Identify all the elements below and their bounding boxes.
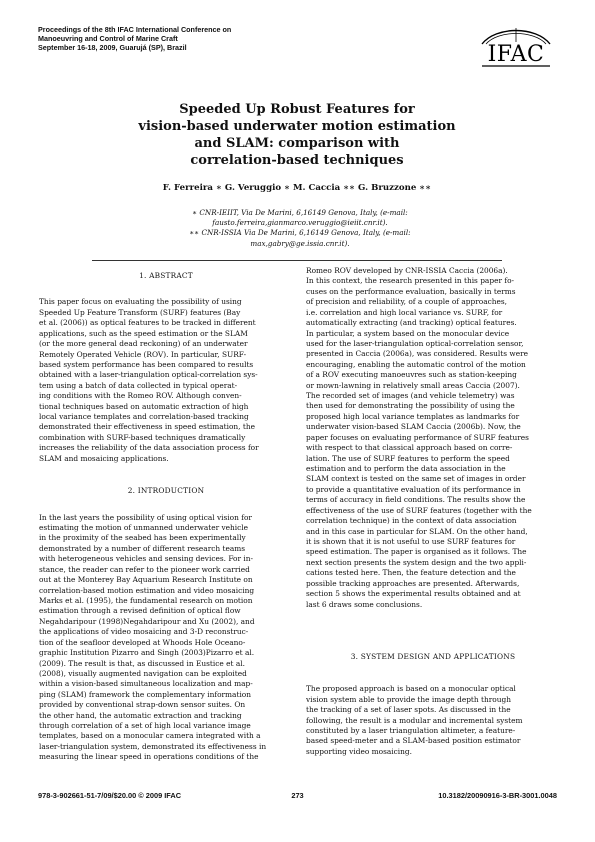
text-line: SLAM context is tested on the same set of images in order xyxy=(306,474,526,484)
text-line: speed estimation. The paper is organised as it follows. The xyxy=(306,547,527,557)
text-line: then used for demonstrating the possibility of using the xyxy=(306,401,515,411)
affiliation-line-1: ∗ CNR-IEIIT, Via De Marini, 6,16149 Genova, Italy, (e-mail: xyxy=(192,208,408,217)
section-3-body xyxy=(306,684,560,757)
text-line: presented in Caccia (2006a), was considered. Results were xyxy=(306,349,528,359)
text-line: et al. (2006)) as optical features to be tracked in different xyxy=(39,318,256,328)
text-line: cations tested here. Then, the feature detection and the xyxy=(306,568,516,578)
text-line: with respect to that classical approach based on corre- xyxy=(306,443,513,453)
title-line-1: Speeded Up Robust Features for xyxy=(179,102,415,117)
introduction-heading: 2. INTRODUCTION xyxy=(127,486,205,496)
text-line: based speed-meter and a SLAM-based position estimator xyxy=(306,736,521,746)
affiliations xyxy=(170,208,430,249)
left-column xyxy=(39,271,293,763)
text-line: Speeded Up Feature Transform (SURF) features (Bay xyxy=(39,307,241,317)
abstract-heading: 1. ABSTRACT xyxy=(139,271,193,280)
text-line: (2009). The result is that, as discussed in Eustice et al. xyxy=(39,658,245,668)
introduction-continued-body xyxy=(306,266,560,610)
text-line: it is shown that it is not useful to use SURF features for xyxy=(306,536,516,546)
text-line: of precision and reliability, of a couple of approaches, xyxy=(306,297,508,307)
text-line: terms of accuracy in field conditions. The results show the xyxy=(306,495,526,505)
title-line-4: correlation-based techniques xyxy=(190,153,404,168)
title-line-3: and SLAM: comparison with xyxy=(194,136,400,151)
text-line: vision system able to provide the image depth through xyxy=(306,694,511,704)
introduction-body xyxy=(39,513,293,763)
text-line: used for the laser-triangulation optical-correlation sensor, xyxy=(306,338,524,348)
text-line: encouraging, enabling the automatic control of the motion xyxy=(306,359,526,369)
text-line: ing conditions with the Romeo ROV. Although conven- xyxy=(39,391,242,401)
footer-doi: 10.3182/20090916-3-BR-3001.0048 xyxy=(438,791,557,800)
text-line: with heterogeneous vehicles and sensing devices. For in- xyxy=(39,554,254,564)
conference-header xyxy=(38,25,338,52)
text-line: templates, based on a monocular camera integrated with a xyxy=(39,731,261,741)
text-line: the applications of video mosaicing and 3-D reconstruc- xyxy=(39,627,249,637)
text-line: automatically extracting (and tracking) optical features. xyxy=(306,318,517,328)
text-line: combination with SURF-based techniques dramatically xyxy=(39,432,246,442)
text-line: provided by conventional strap-down sensor suites. On xyxy=(39,700,246,710)
author-list: F. Ferreira ∗ G. Veruggio ∗ M. Caccia ∗∗ G. Bruzzone ∗∗ xyxy=(162,183,432,193)
text-line: ping (SLAM) framework the complementary information xyxy=(39,689,252,699)
text-line: supporting video mosaicing. xyxy=(306,746,412,756)
text-line: demonstrated by a number of different research teams xyxy=(39,543,246,553)
conference-line-2: Manoeuvring and Control of Marine Craft xyxy=(38,34,178,43)
text-line: paper focuses on evaluating performance of SURF features xyxy=(306,432,529,442)
text-line: the tracking of a set of laser spots. As discussed in the xyxy=(306,705,511,715)
conference-line-3: September 16-18, 2009, Guarujá (SP), Brazil xyxy=(38,43,187,52)
text-line: through correlation of a set of high local variance image xyxy=(39,721,251,731)
text-line: correlation technique) in the context of data association xyxy=(306,516,517,526)
text-line: stance, the reader can refer to the pioneer work carried xyxy=(39,564,250,574)
text-line: Remotely Operated Vehicle (ROV). In particular, SURF- xyxy=(39,349,247,359)
text-line: constituted by a laser triangulation altimeter, a feature- xyxy=(306,726,516,736)
text-line: to provide a quantitative evaluation of its performance in xyxy=(306,484,521,494)
text-line: correlation-based motion estimation and video mosaicing xyxy=(39,585,255,595)
text-line: (or the more general dead reckoning) of an underwater xyxy=(39,339,248,349)
text-line: Negahdaripour (1998)Negahdaripour and Xu (2002), and xyxy=(39,616,255,626)
text-line: Marks et al. (1995), the fundamental research on motion xyxy=(39,595,253,605)
text-line: demonstrated their effectiveness in speed estimation, the xyxy=(39,422,255,432)
text-line: and in this case in particular for SLAM. On the other hand, xyxy=(306,526,528,536)
text-line: tional techniques based on automatic extraction of high xyxy=(39,401,249,411)
affiliation-line-4: max,gabry@ge.issia.cnr.it). xyxy=(250,238,350,248)
affiliation-line-2: fausto.ferreira,gianmarco.veruggio@ieiit.cnr.it). xyxy=(212,218,388,228)
text-line: following, the result is a modular and incremental system xyxy=(306,715,523,725)
affiliation-line-3: ∗∗ CNR-ISSIA Via De Marini, 6,16149 Genova, Italy, (e-mail: xyxy=(189,228,411,238)
text-line: of a ROV executing manoeuvres such as station-keeping xyxy=(306,370,517,380)
text-line: graphic Institution Pizarro and Singh (2003)Pizarro et al. xyxy=(39,648,255,658)
ifac-logo xyxy=(476,20,556,74)
text-line: SLAM and mosaicing applications. xyxy=(39,453,169,463)
text-line: laser-triangulation system, demonstrated its effectiveness in xyxy=(39,741,267,751)
text-line: tion of the seafloor developed at Whoods Hole Oceano- xyxy=(39,637,246,647)
ifac-logo-text: IFAC xyxy=(487,42,545,67)
text-line: underwater vision-based SLAM Caccia (2006b). Now, the xyxy=(306,422,521,432)
text-line: last 6 draws some conclusions. xyxy=(306,599,423,609)
text-line: estimation and to perform the data association in the xyxy=(306,464,506,474)
text-line: cuses on the performance evaluation, basically in terms xyxy=(306,286,516,296)
text-line: in the proximity of the seabed has been experimentally xyxy=(39,533,246,543)
text-line: or mown-lawning in relatively small areas Caccia (2007). xyxy=(306,380,520,390)
text-line: local variance templates and correlation-based tracking xyxy=(39,412,249,422)
paper-title xyxy=(97,101,497,169)
footer-page-number: 273 xyxy=(291,791,304,800)
title-line-2: vision-based underwater motion estimation xyxy=(138,119,456,134)
text-line: effectiveness of the use of SURF features (together with the xyxy=(306,505,532,515)
text-line: i.e. correlation and high local variance vs. SURF, for xyxy=(306,307,503,317)
text-line: estimation through a revised definition of optical flow xyxy=(39,606,241,616)
text-line: possible tracking approaches are presented. Afterwards, xyxy=(306,578,520,588)
text-line: section 5 shows the experimental results obtained and at xyxy=(306,589,521,599)
text-line: The proposed approach is based on a monocular optical xyxy=(306,684,516,694)
footer-isbn: 978-3-902661-51-7/09/$20.00 © 2009 IFAC xyxy=(38,791,182,800)
text-line: In this context, the research presented in this paper fo- xyxy=(306,276,515,286)
conference-line-1: Proceedings of the 8th IFAC International Conference on xyxy=(38,25,232,34)
text-line: increases the reliability of the data association process for xyxy=(39,443,259,453)
text-line: lation. The use of SURF features to perform the speed xyxy=(306,453,510,463)
text-line: proposed high local variance templates as landmarks for xyxy=(306,411,520,421)
text-line: within a vision-based simultaneous localization and map- xyxy=(39,679,253,689)
text-line: applications, such as the speed estimation or the SLAM xyxy=(39,328,248,338)
abstract-body xyxy=(39,297,293,464)
text-line: out at the Monterey Bay Aquarium Research Institute on xyxy=(39,575,253,585)
header-divider xyxy=(92,260,502,261)
text-line: In the last years the possibility of using optical vision for xyxy=(39,512,252,522)
text-line: In particular, a system based on the monocular device xyxy=(306,328,510,338)
text-line: measuring the linear speed in operations conditions of the xyxy=(39,752,259,762)
text-line: obtained with a laser-triangulation optical-correlation sys- xyxy=(39,370,258,380)
text-line: estimating the motion of unmanned underwater vehicle xyxy=(39,523,248,533)
text-line: tem using a batch of data collected in typical operat- xyxy=(39,380,238,390)
section-3-heading: 3. SYSTEM DESIGN AND APPLICATIONS xyxy=(350,651,516,661)
text-line: This paper focus on evaluating the possibility of using xyxy=(39,297,242,307)
text-line: next section presents the system design and the two appli- xyxy=(306,557,527,567)
text-line: Romeo ROV developed by CNR-ISSIA Caccia (2006a). xyxy=(306,266,508,275)
text-line: The recorded set of images (and vehicle telemetry) was xyxy=(306,391,515,401)
text-line: (2008), visually augmented navigation can be exploited xyxy=(39,668,247,678)
text-line: based system performance has been compared to results xyxy=(39,359,254,369)
right-column xyxy=(306,266,560,757)
text-line: the other hand, the automatic extraction and tracking xyxy=(39,710,242,720)
